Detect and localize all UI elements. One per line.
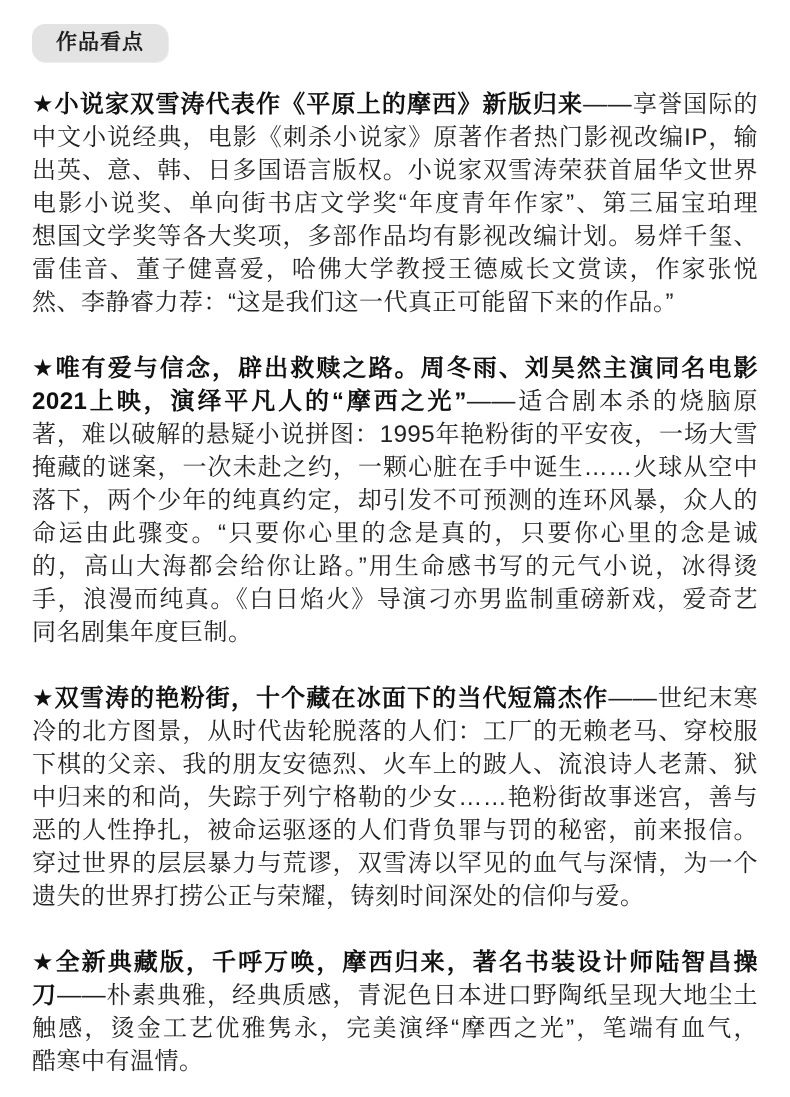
- body-text: 触感，烫金工艺优雅隽永，完美演绎“摩西之光”，笔端有血气，: [32, 1015, 758, 1042]
- highlight-paragraph-3: [32, 682, 758, 913]
- body-text: 掩藏的谜案，一次未赴之约，一颗心脏在手中诞生……火球从空中: [32, 454, 758, 481]
- text-line: [32, 88, 758, 121]
- text-line: [32, 121, 758, 154]
- text-line: [32, 1012, 758, 1045]
- highlight-paragraph-1: [32, 88, 758, 319]
- body-text: 手，浪漫而纯真。《白日焰火》导演刁亦男监制重磅新戏，爱奇艺: [32, 586, 758, 613]
- body-text: ——适合剧本杀的烧脑原: [466, 388, 759, 415]
- body-text: 电影小说奖、单向街书店文学奖“年度青年作家”、第三届宝珀理: [32, 190, 758, 217]
- body-text: ——享誉国际的: [583, 91, 759, 118]
- text-line: [32, 451, 758, 484]
- body-text: ——朴素典雅，经典质感，青泥色日本进口野陶纸呈现大地尘土: [57, 982, 759, 1009]
- text-line: [32, 781, 758, 814]
- body-text: 中文小说经典，电影《刺杀小说家》原著作者热门影视改编IP，输: [32, 124, 758, 151]
- body-text: 中归来的和尚，失踪于列宁格勒的少女……艳粉街故事迷宫，善与: [32, 784, 758, 811]
- text-line: [32, 616, 758, 649]
- body-text: 著，难以破解的悬疑小说拼图：1995年艳粉街的平安夜，一场大雪: [32, 421, 758, 448]
- body-text: 想国文学奖等各大奖项，多部作品均有影视改编计划。易烊千玺、: [32, 223, 758, 250]
- text-line: [32, 550, 758, 583]
- text-line: [32, 253, 758, 286]
- bold-lead-text: ★小说家双雪涛代表作《平原上的摩西》新版归来: [32, 91, 584, 118]
- highlight-paragraph-4: [32, 946, 758, 1078]
- body-text: 然、李静睿力荐：“这是我们这一代真正可能留下来的作品。”: [32, 289, 674, 316]
- highlights-body: [32, 88, 758, 1078]
- text-line: [32, 187, 758, 220]
- text-line: [32, 517, 758, 550]
- text-line: [32, 418, 758, 451]
- body-text: 冷的北方图景，从时代齿轮脱落的人们：工厂的无赖老马、穿校服: [32, 718, 758, 745]
- text-line: [32, 946, 758, 979]
- body-text: 落下，两个少年的纯真约定，却引发不可预测的连环风暴，众人的: [32, 487, 758, 514]
- section-title-badge: 作品看点: [32, 24, 168, 62]
- text-line: [32, 352, 758, 385]
- text-line: [32, 748, 758, 781]
- text-line: [32, 682, 758, 715]
- text-line: [32, 847, 758, 880]
- highlight-paragraph-2: [32, 352, 758, 649]
- bold-lead-text: ★唯有爱与信念，辟出救赎之路。周冬雨、刘昊然主演同名电影: [32, 355, 758, 382]
- text-line: [32, 814, 758, 847]
- bold-lead-text: 2021上映，演绎平凡人的“摩西之光”: [32, 388, 467, 415]
- text-line: [32, 484, 758, 517]
- text-line: [32, 880, 758, 913]
- bold-lead-text: ★双雪涛的艳粉街，十个藏在冰面下的当代短篇杰作: [32, 685, 609, 712]
- text-line: [32, 1045, 758, 1078]
- text-line: [32, 583, 758, 616]
- body-text: 同名剧集年度巨制。: [32, 619, 253, 646]
- text-line: [32, 154, 758, 187]
- body-text: 出英、意、韩、日多国语言版权。小说家双雪涛荣获首届华文世界: [32, 157, 758, 184]
- body-text: 遗失的世界打捞公正与荣耀，铸刻时间深处的信仰与爱。: [32, 883, 645, 910]
- body-text: 的，高山大海都会给你让路。”用生命感书写的元气小说，冰得烫: [32, 553, 758, 580]
- text-line: [32, 385, 758, 418]
- body-text: 雷佳音、董子健喜爱，哈佛大学教授王德威长文赏读，作家张悦: [32, 256, 758, 283]
- body-text: 穿过世界的层层暴力与荒谬，双雪涛以罕见的血气与深情，为一个: [32, 850, 758, 877]
- body-text: ——世纪末寒: [608, 685, 759, 712]
- body-text: 命运由此骤变。“只要你心里的念是真的，只要你心里的念是诚: [32, 520, 758, 547]
- text-line: [32, 220, 758, 253]
- bold-lead-text: ★全新典藏版，千呼万唤，摩西归来，著名书装设计师陆智昌操: [32, 949, 758, 976]
- text-line: [32, 286, 758, 319]
- text-line: [32, 715, 758, 748]
- body-text: 酷寒中有温情。: [32, 1048, 204, 1075]
- bold-lead-text: 刀: [32, 982, 58, 1009]
- body-text: 恶的人性挣扎，被命运驱逐的人们背负罪与罚的秘密，前来报信。: [32, 817, 758, 844]
- text-line: [32, 979, 758, 1012]
- body-text: 下棋的父亲、我的朋友安德烈、火车上的跛人、流浪诗人老萧、狱: [32, 751, 758, 778]
